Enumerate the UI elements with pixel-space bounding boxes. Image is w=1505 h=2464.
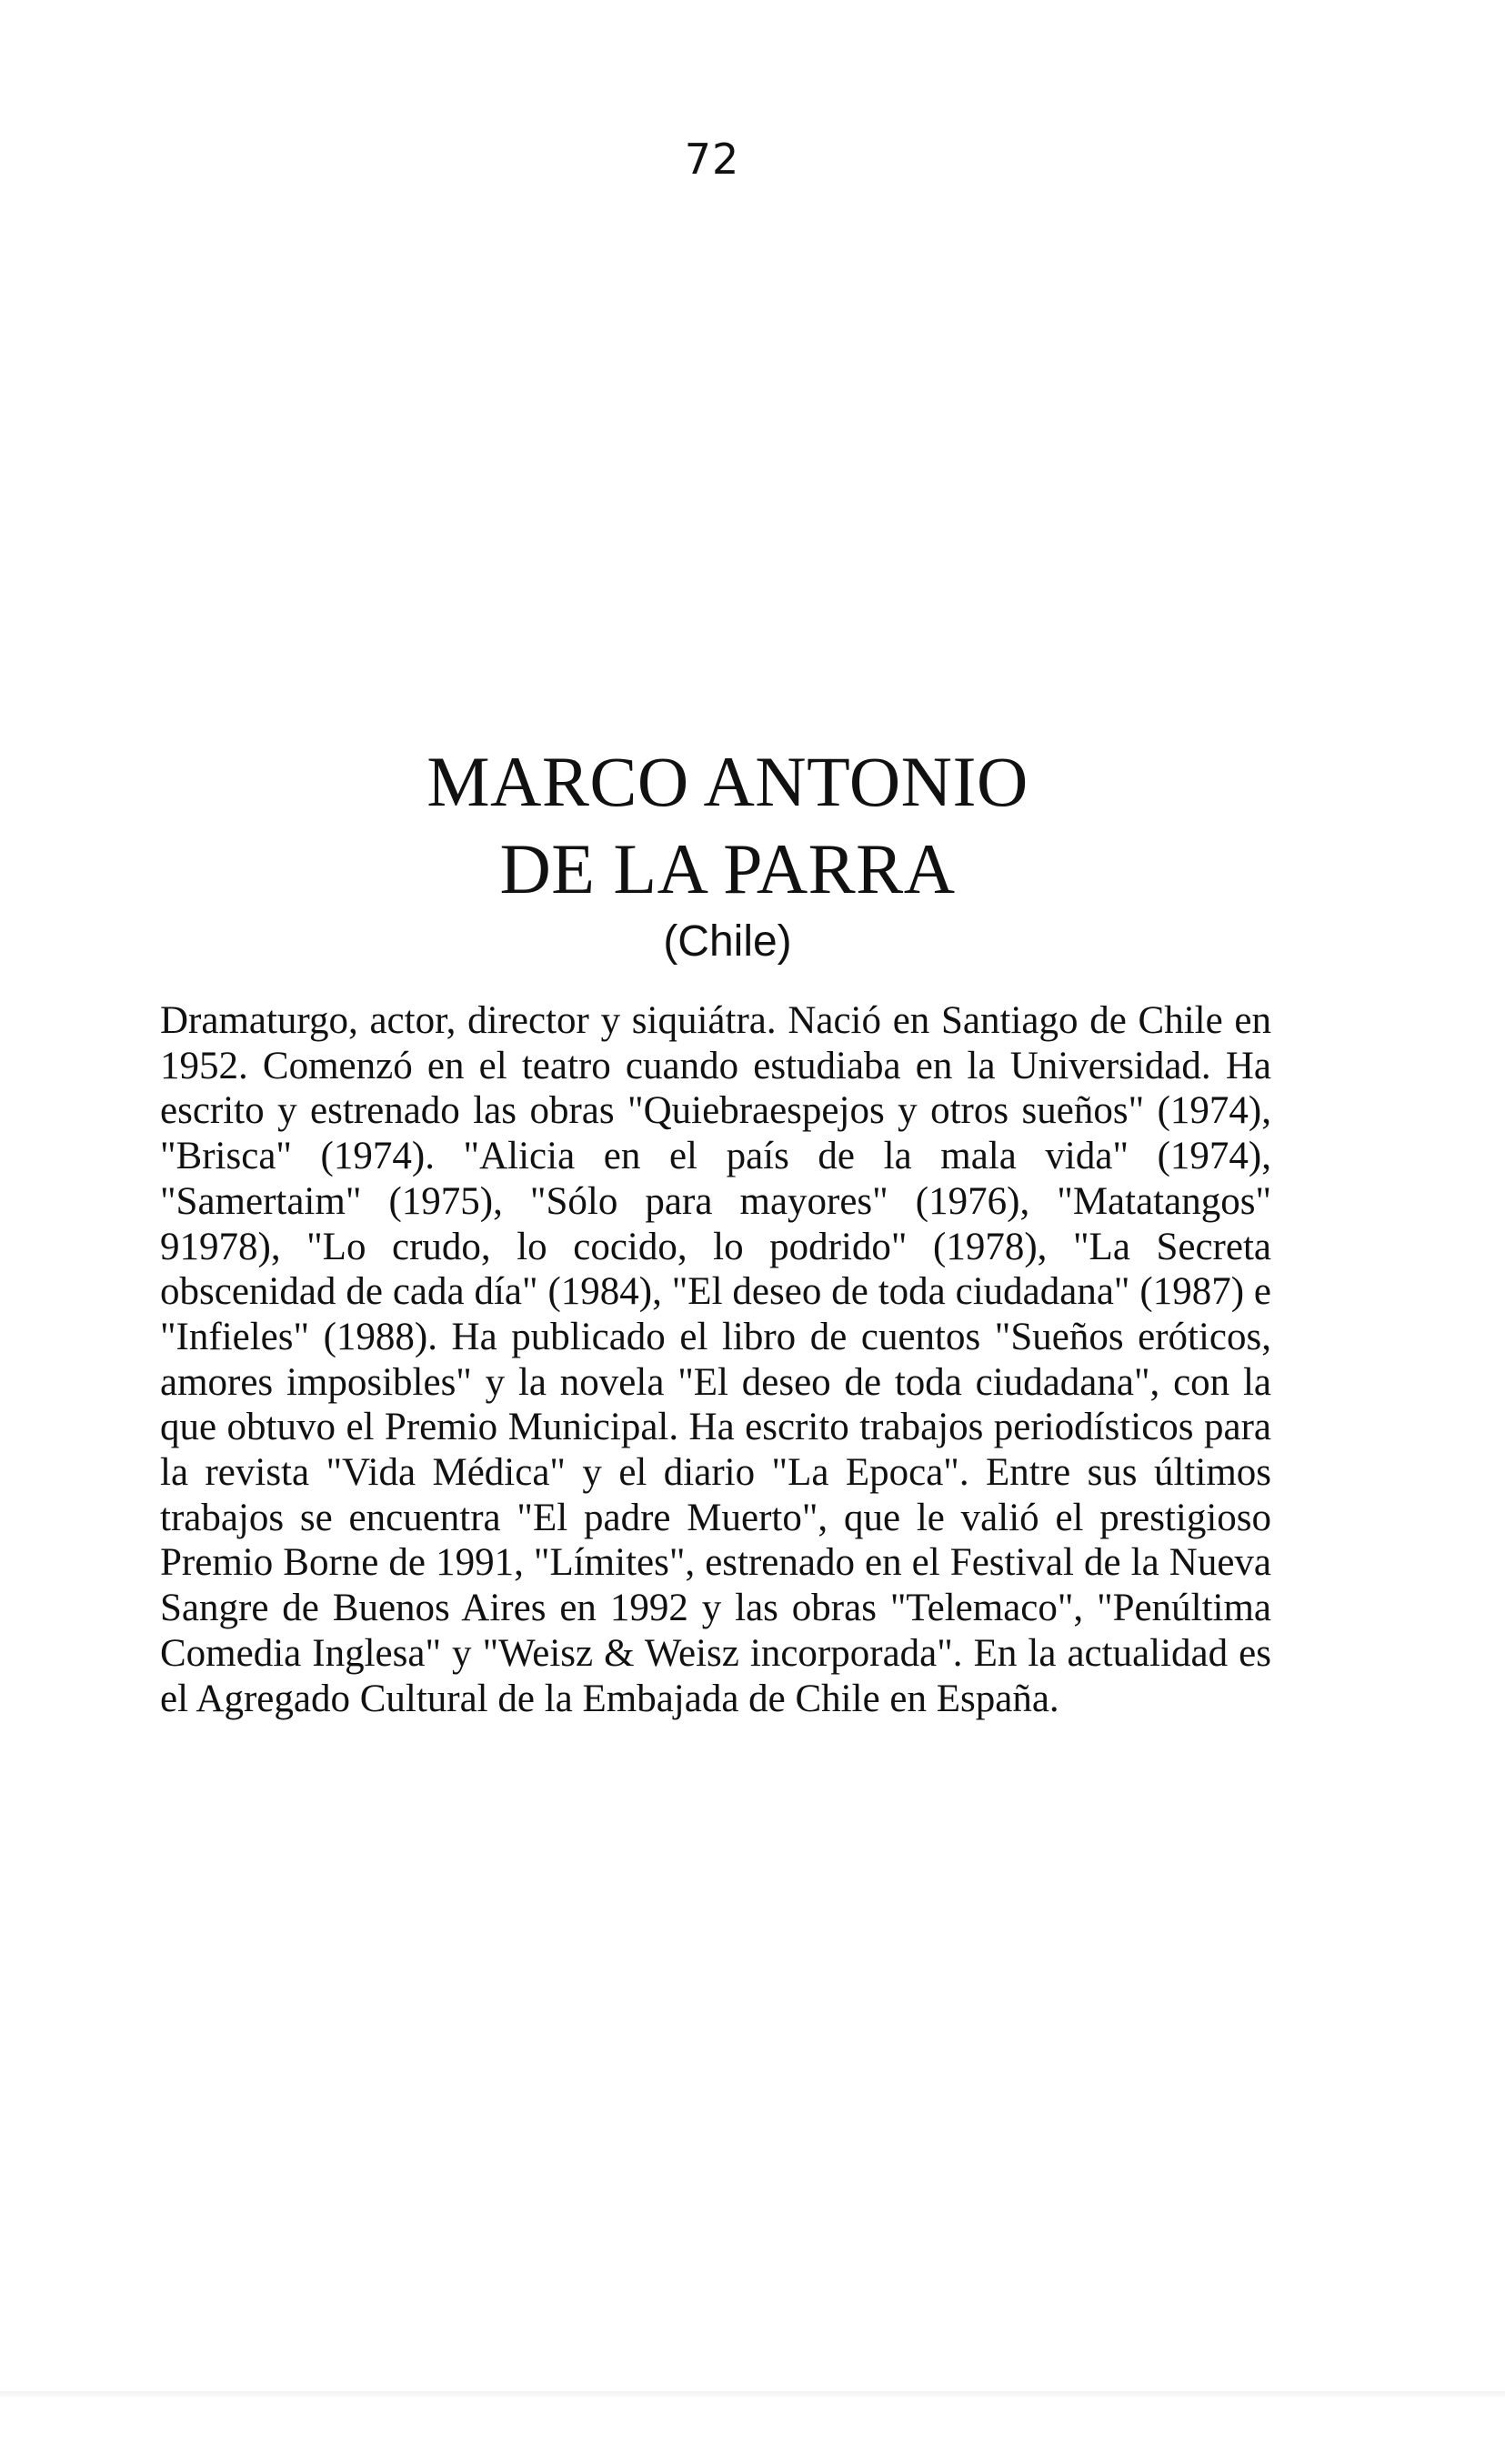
- author-name-line-1: MARCO ANTONIO: [426, 742, 1028, 821]
- page-bottom-shadow: [0, 2391, 1505, 2397]
- author-heading: [273, 738, 1182, 969]
- author-country: (Chile): [663, 917, 792, 966]
- biography-paragraph: Dramaturgo, actor, director y siquiátra. Nació en Santiago de Chile en 1952. Comenzó en el teatro cuando estudiaba en la Universidad. Ha escrito y estrenado las obras "Quiebraespejos y otros sueños" (1974), "Brisca" (1974). "Alicia en el país de la mala vida" (1974), "Samertaim" (1975), "Sólo para mayores" (1976), "Matatangos" 91978), "Lo crudo, lo cocido, lo podrido" (1978), "La Secreta obscenidad de cada día" (1984), "El deseo de toda ciudadana" (1987) e "Infieles" (1988). Ha publicado el libro de cuentos "Sueños eróticos, amores imposibles" y la novela "El deseo de toda ciudadana", con la que obtuvo el Premio Municipal. Ha escrito trabajos periodísticos para la revista "Vida Médica" y el diario "La Epoca". Entre sus últimos trabajos se encuentra "El padre Muerto", que le valió el prestigioso Premio Borne de 1991, "Límites", estrenado en el Festival de la Nueva Sangre de Buenos Aires en 1992 y las obras "Telemaco", "Penúltima Comedia Inglesa" y "Weisz & Weisz incorporada". En la actualidad es el Agregado Cultural de la Embajada de Chile en España.: [160, 999, 1271, 1720]
- author-name-line-2: DE LA PARRA: [499, 829, 956, 908]
- author-name: [273, 738, 1182, 913]
- page-number: 72: [684, 135, 740, 184]
